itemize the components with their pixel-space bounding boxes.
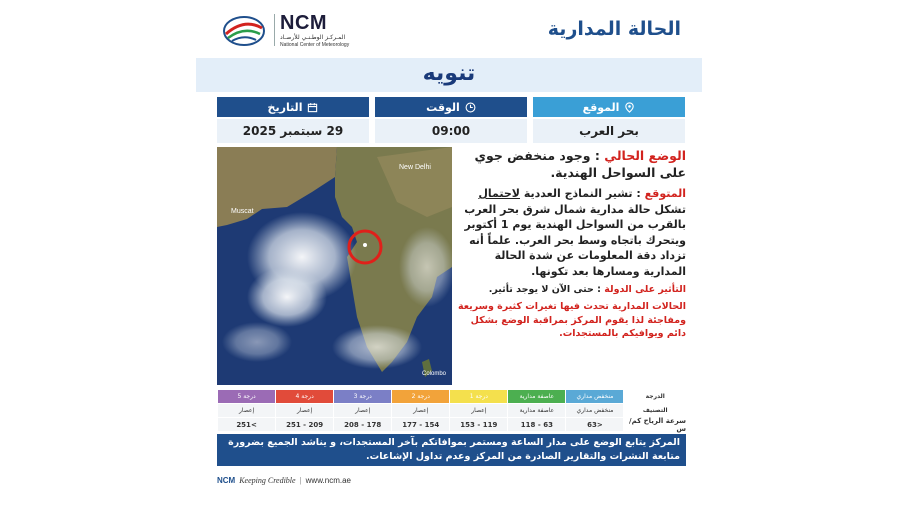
colombo-label: Colombo — [422, 371, 447, 377]
warning-text: الحالات المدارية تحدث فيها تغيرات كثيرة وسريعة ومفاجئة لذا يقوم المركز بمراقبة الوضع بشكل دائم ويوافيكم بالمستجدات. — [458, 301, 686, 339]
location-label: الموقع — [582, 100, 620, 114]
footer-ncm: NCM — [217, 475, 236, 485]
time-box — [375, 97, 527, 143]
table-cell: إعصار — [276, 404, 333, 417]
time-label: الوقت — [426, 100, 460, 114]
forecast — [456, 186, 686, 279]
footer-url[interactable]: www.ncm.ae — [305, 475, 352, 485]
table-cell: 178 - 208 — [334, 418, 391, 431]
new-delhi-label: New Delhi — [399, 164, 431, 171]
muscat-label: Muscat — [231, 208, 254, 215]
satellite-image — [217, 147, 452, 385]
logo-ncm-text: NCM — [280, 12, 328, 34]
table-cell: عاصفة مدارية — [508, 404, 565, 417]
table-cell: إعصار — [334, 404, 391, 417]
table-cell: درجة 5 — [218, 390, 275, 403]
table-cell: التصنيف — [624, 404, 686, 417]
forecast-label: المتوقع — [644, 187, 686, 200]
table-cell: 154 - 177 — [392, 418, 449, 431]
location-box — [533, 97, 685, 143]
table-cell: <63 — [566, 418, 623, 431]
logo-arabic-text: المـركـز الوطـنـي للأرصـاد — [280, 34, 346, 41]
table-cell: درجة 2 — [392, 390, 449, 403]
impact — [456, 284, 686, 295]
footer-tagline: Keeping Credible — [239, 475, 296, 485]
date-label: التاريخ — [267, 100, 303, 114]
table-cell: إعصار — [450, 404, 507, 417]
current-status-text: : وجود منخفض جوي على السواحل الهندية. — [474, 148, 686, 180]
table-row-grade — [217, 390, 686, 403]
classification-table — [217, 390, 686, 432]
advisory-note: المركز يتابع الوضع على مدار الساعة ومستمر بموافاتكم بآخر المستجدات، و يناشد الجميع بضرورة متابعة النشرات والتقارير الصادرة من المركز وعدم تداول الإشاعات. — [217, 434, 686, 466]
forecast-text-a: : تشير النماذج العددية — [523, 187, 641, 200]
table-cell: منخفض مداري — [566, 404, 623, 417]
logo-divider — [274, 14, 275, 46]
location-pin-icon — [624, 102, 635, 113]
ncm-emblem-icon — [222, 14, 266, 48]
location-header — [533, 97, 685, 117]
notice-title: تنويه — [422, 61, 476, 86]
current-status-label: الوضع الحالي — [604, 148, 686, 163]
table-cell: درجة 3 — [334, 390, 391, 403]
table-row-class — [217, 404, 686, 417]
forecast-text-d: علماً أنه تزداد دقة المعلومات عن شدة الحالة المدارية ومسارها بعد تكونها. — [469, 233, 686, 278]
table-cell: منخفض مداري — [566, 390, 623, 403]
impact-text: : حتى الآن لا يوجد تأثير. — [488, 284, 601, 295]
table-row-wind — [217, 418, 686, 431]
table-cell: عاصفة مدارية — [508, 390, 565, 403]
page-title: الحالة المدارية — [547, 18, 681, 40]
table-cell: درجة 1 — [450, 390, 507, 403]
date-box — [217, 97, 369, 143]
footer-separator: | — [299, 475, 302, 485]
table-cell: الدرجة — [624, 390, 686, 403]
notice-banner — [196, 58, 702, 92]
table-cell: 63 - 118 — [508, 418, 565, 431]
forecast-text-b: لاحتمال — [478, 187, 520, 200]
table-cell: إعصار — [218, 404, 275, 417]
ncm-logo — [222, 12, 362, 52]
clock-icon — [465, 102, 476, 113]
footer — [217, 474, 351, 486]
time-header — [375, 97, 527, 117]
location-value: بحر العرب — [533, 119, 685, 143]
forecast-text-c: تشكل حالة مدارية شمال شرق بحر العرب بالقرب من السواحل الهندية يوم 1 أكتوبر ويتحرك باتجاه وسط بحر العرب. — [464, 202, 686, 247]
table-cell: سرعة الرياح كم/س — [624, 418, 686, 431]
table-cell: إعصار — [392, 404, 449, 417]
table-cell: 209 - 251 — [276, 418, 333, 431]
date-value: 29 سبتمبر 2025 — [217, 119, 369, 143]
calendar-icon — [307, 102, 318, 113]
table-cell: درجة 4 — [276, 390, 333, 403]
time-value: 09:00 — [375, 119, 527, 143]
table-cell: >251 — [218, 418, 275, 431]
table-cell: 119 - 153 — [450, 418, 507, 431]
impact-label: التأثير على الدولة — [604, 284, 686, 295]
logo-english-text: National Center of Meteorology — [280, 42, 350, 48]
date-header — [217, 97, 369, 117]
current-status — [456, 147, 686, 181]
bulletin-text-panel — [456, 147, 686, 385]
